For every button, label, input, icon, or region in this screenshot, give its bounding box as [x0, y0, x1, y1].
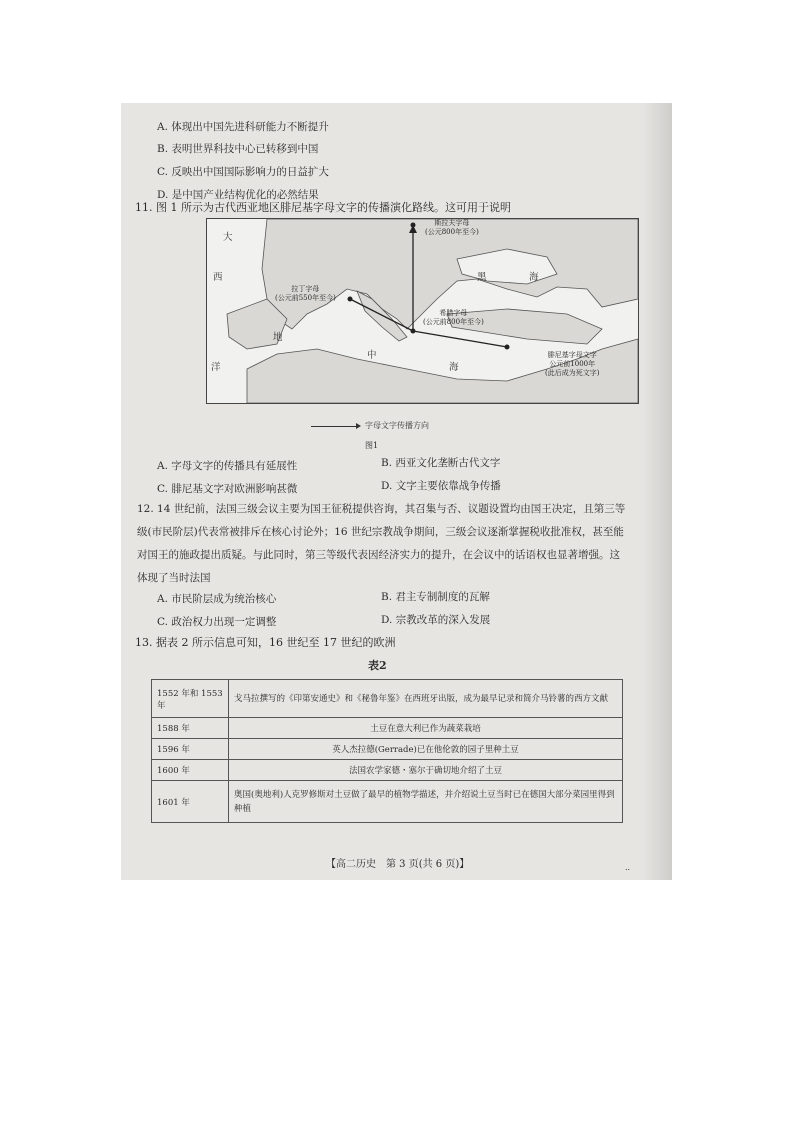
map-legend [311, 420, 429, 431]
footer-mark: .. [625, 863, 631, 872]
note-slavic [425, 219, 479, 237]
scanned-page [121, 103, 672, 880]
q10-option-a: A. 体现出中国先进科研能力不断提升 [157, 121, 329, 133]
note-greek [423, 309, 484, 327]
map-label-hai2: 海 [529, 272, 539, 283]
table-row [152, 739, 623, 760]
table-cell-year: 1600 年 [152, 760, 229, 781]
table-cell-year: 1601 年 [152, 781, 229, 823]
note-greek-date: (公元前800年至今) [423, 318, 484, 326]
q12-option-b: B. 君主专制制度的瓦解 [381, 591, 490, 603]
note-phoenician-remark: (此后成为死文字) [545, 369, 600, 377]
map-label-yang: 洋 [211, 362, 221, 373]
legend-text: 字母文字传播方向 [365, 421, 429, 430]
table-row [152, 781, 623, 823]
table-cell-year: 1552 年和 1553 年 [152, 680, 229, 718]
legend-arrow-icon [311, 426, 359, 427]
map-label-da: 大 [223, 232, 233, 243]
table-cell-text: 土豆在意大利已作为蔬菜栽培 [229, 718, 623, 739]
q11-stem: 11. 图 1 所示为古代西亚地区腓尼基字母文字的传播演化路线。这可用于说明 [135, 201, 511, 214]
note-latin-name: 拉丁字母 [291, 285, 320, 293]
note-greek-name: 希腊字母 [439, 309, 468, 317]
point-latin [348, 297, 353, 302]
q10-option-b: B. 表明世界科技中心已转移到中国 [157, 143, 319, 155]
map-label-xi: 西 [213, 272, 223, 283]
map-label-hei: 黑 [477, 272, 487, 283]
figure-1-map [206, 218, 639, 404]
table-cell-text: 法国农学家德・塞尔于确切地介绍了土豆 [229, 760, 623, 781]
table-cell-text: 英人杰拉德(Gerrade)已在他伦敦的园子里种土豆 [229, 739, 623, 760]
page-footer: 【高二历史 第 3 页(共 6 页)】 [326, 859, 470, 870]
figure-1-caption: 图1 [365, 441, 379, 450]
note-latin-date: (公元前550年至今) [275, 294, 336, 302]
q10-option-d: D. 是中国产业结构优化的必然结果 [157, 189, 319, 201]
table-2-title: 表2 [368, 659, 387, 672]
table-2 [151, 679, 623, 823]
note-phoenician-date: 公元前1000年 [549, 360, 596, 368]
map-label-zhong: 中 [367, 350, 377, 361]
note-phoenician-name: 腓尼基字母文字 [547, 351, 597, 359]
q12-option-a: A. 市民阶层成为统治核心 [157, 593, 277, 605]
q12-stem: 12. 14 世纪前，法国三级会议主要为国王征税提供咨询，其召集与否、议题设置均由国王决定，且第三等级(市民阶层)代表常被排斥在核心讨论外；16 世纪宗教战争期间，三级会议逐渐掌握税收批准权，甚至能对国王的施政提出质疑。与此同时，第三等级代表因经济实力的提升，在会议中的话语权也显著增强。这体现了当时法国 [137, 503, 626, 584]
table-cell-text: 戈马拉撰写的《印第安通史》和《秘鲁年鉴》在西班牙出版，成为最早记录和简介马铃薯的西方文献 [229, 680, 623, 718]
page-edge-shadow [642, 103, 672, 880]
note-latin [275, 285, 336, 303]
note-phoenician [545, 351, 599, 378]
table-cell-year: 1588 年 [152, 718, 229, 739]
q12-option-c: C. 政治权力出现一定调整 [157, 616, 277, 628]
table-row [152, 760, 623, 781]
table-cell-year: 1596 年 [152, 739, 229, 760]
point-greek [411, 329, 416, 334]
q10-option-c: C. 反映出中国国际影响力的日益扩大 [157, 166, 329, 178]
table-row [152, 718, 623, 739]
point-phoenician [505, 345, 510, 350]
q12-option-d: D. 宗教改革的深入发展 [381, 614, 491, 626]
map-label-di: 地 [273, 332, 283, 343]
table-cell-text: 奥国(奥地利)人克罗修斯对土豆做了最早的植物学描述，并介绍说土豆当时已在德国大部分菜园里得到种植 [229, 781, 623, 823]
q11-option-c: C. 腓尼基文字对欧洲影响甚微 [157, 483, 298, 495]
point-slavic [411, 223, 416, 228]
map-label-hai: 海 [449, 362, 459, 373]
note-slavic-date: (公元800年至今) [425, 228, 479, 236]
q11-option-d: D. 文字主要依靠战争传播 [381, 480, 501, 492]
q13-stem: 13. 据表 2 所示信息可知，16 世纪至 17 世纪的欧洲 [135, 636, 396, 649]
note-slavic-name: 斯拉夫字母 [434, 219, 470, 227]
table-row [152, 680, 623, 718]
q11-option-a: A. 字母文字的传播具有延展性 [157, 460, 298, 472]
q11-option-b: B. 西亚文化垄断古代文字 [381, 457, 501, 469]
